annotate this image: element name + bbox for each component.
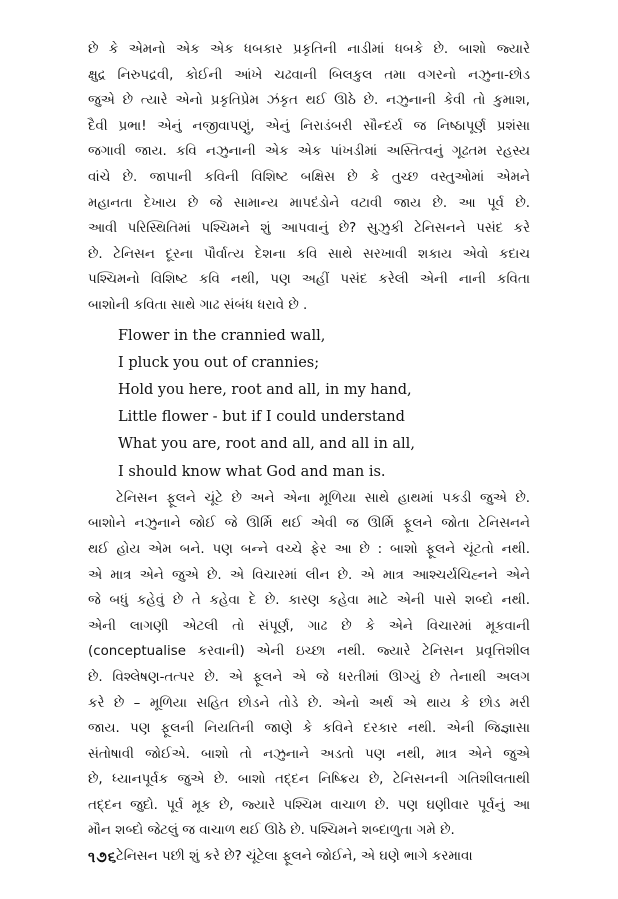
paragraph1-line: મહાનતા દેખાય છે જે સામાન્ય માપદંડોને વટાવી જાય છે. આ પૂર્વ છે. bbox=[88, 195, 530, 211]
page-number: ૧૭૬ bbox=[88, 848, 118, 866]
paragraph2-line: મૌન શબ્દો જેટલું જ વાચાળ થઈ ઊઠે છે. પશ્ચિમને શબ્દાળુતા ગમે છે. bbox=[88, 823, 455, 839]
page-body bbox=[88, 37, 530, 870]
paragraph1-line: આવી પરિસ્થિતિમાં પશ્ચિમને શું આપવાનું છે? સુઝુકી ટેનિસનને પસંદ કરે bbox=[88, 221, 530, 237]
paragraph1-line: વાંચે છે. જાપાની કવિની વિશિષ્ટ બક્ષિસ છે કે તુચ્છ વસ્તુઓમાં એમને bbox=[88, 169, 530, 185]
paragraph2-line: બાશોને નઝુનાને જોઈ જે ઊર્મિ થઈ એવી જ ઊર્મિ ફૂલને જોતા ટેનિસનને bbox=[88, 516, 530, 532]
paragraph1-line: જગાવી જાય. કવિ નઝુનાની એક એક પાંખડીમાં અસ્તિત્વનું ગૂઢતમ રહસ્ય bbox=[88, 144, 530, 160]
poem-line: Little flower - but if I could understand bbox=[118, 409, 405, 426]
paragraph2-line: છે, ધ્યાનપૂર્વક જુએ છે. બાશો તદ્દન નિષ્ક્રિય છે, ટેનિસનની ગતિશીલતાથી bbox=[88, 772, 530, 788]
paragraph2-line: તદ્દન જુદો. પૂર્વ મૂક છે, જ્યારે પશ્ચિમ વાચાળ છે. પણ ઘણીવાર પૂર્વનું આ bbox=[88, 797, 530, 813]
paragraph2-line: જે બધું કહેવું છે તે કહેવા દે છે. કારણ કહેવા માટે એની પાસે શબ્દો નથી. bbox=[88, 593, 530, 609]
poem-block bbox=[118, 323, 530, 486]
paragraph1-line: જુએ છે ત્યારે એનો પ્રકૃતિપ્રેમ ઝંકૃત થઈ ઊઠે છે. નઝુનાની કેવી તો કુમાશ, bbox=[88, 93, 530, 109]
paragraph2-line: જાય. પણ ફૂલની નિયતિની જાણે કે કવિને દરકાર નથી. એની જિજ્ઞાસા bbox=[88, 721, 530, 737]
paragraph-3 bbox=[88, 844, 530, 870]
paragraph1-line: બાશોની કવિતા સાથે ગાઢ સંબંધ ધરાવે છે . bbox=[88, 297, 308, 313]
paragraph3-line: ટેનિસન પછી શું કરે છે? ચૂંટેલા ફૂલને જોઈને, એ ઘણે ભાગે કરમાવા bbox=[116, 849, 473, 865]
paragraph1-line: પશ્ચિમનો વિશિષ્ટ કવિ નથી, પણ અહીં પસંદ કરેલી એની નાની કવિતા bbox=[88, 272, 530, 288]
paragraph2-line: કરે છે – મૂળિયા સહિત છોડને તોડે છે. એનો અર્થ એ થાય કે છોડ મરી bbox=[88, 695, 530, 711]
poem-line: What you are, root and all, and all in all, bbox=[118, 436, 415, 453]
poem-line: Hold you here, root and all, in my hand, bbox=[118, 381, 412, 398]
paragraph2-line: છે. વિશ્લેષણ-તત્પર છે. એ ફૂલને એ જે ધરતીમાં ઊગ્યું છે તેનાથી અલગ bbox=[88, 669, 530, 685]
paragraph1-line: છે. ટેનિસન દૂરના પૌર્વાત્ય દેશના કવિ સાથે સરખાવી શકાય એવો કદાચ bbox=[88, 246, 530, 262]
paragraph2-line: (conceptualise કરવાની) એની ઇચ્છા નથી. જ્યારે ટેનિસન પ્રવૃત્તિશીલ bbox=[88, 644, 530, 660]
paragraph1-line: દૈવી પ્રભા! એનું નજીવાપણું, એનું નિરાડંબરી સૌન્દર્ય જ નિષ્ઠાપૂર્ણ પ્રશંસા bbox=[88, 118, 530, 134]
poem-line: Flower in the crannied wall, bbox=[118, 327, 326, 344]
paragraph2-line: સંતોષાવી જોઈએ. બાશો તો નઝુનાને અડતો પણ નથી, માત્ર એને જુએ bbox=[88, 746, 530, 762]
paragraph-1 bbox=[88, 37, 530, 319]
paragraph1-line: ક્ષુદ્ર નિરુપદ્રવી, કોઈની આંખે ચઢવાની બિલકુલ તમા વગરનો નઝુના-છોડ bbox=[88, 67, 530, 83]
paragraph2-line: એ માત્ર એને જુએ છે. એ વિચારમાં લીન છે. એ માત્ર આશ્ચર્યચિહ્નને એને bbox=[88, 567, 530, 583]
paragraph-2 bbox=[88, 486, 530, 844]
paragraph2-line: થઈ હોય એમ બને. પણ બન્ને વચ્ચે ફેર આ છે : બાશો ફૂલને ચૂંટતો નથી. bbox=[88, 541, 530, 557]
poem-line: I should know what God and man is. bbox=[118, 463, 386, 480]
paragraph1-line: છે કે એમનો એક એક ધબકાર પ્રકૃતિની નાડીમાં ધબકે છે. બાશો જ્યારે bbox=[88, 42, 530, 57]
paragraph2-line: ટેનિસન ફૂલને ચૂંટે છે અને એના મૂળિયા સાથે હાથમાં પકડી જુએ છે. bbox=[116, 490, 530, 506]
paragraph2-line: એની લાગણી એટલી તો સંપૂર્ણ, ગાઢ છે કે એને વિચારમાં મૂકવાની bbox=[88, 618, 530, 634]
poem-line: I pluck you out of crannies; bbox=[118, 354, 320, 371]
